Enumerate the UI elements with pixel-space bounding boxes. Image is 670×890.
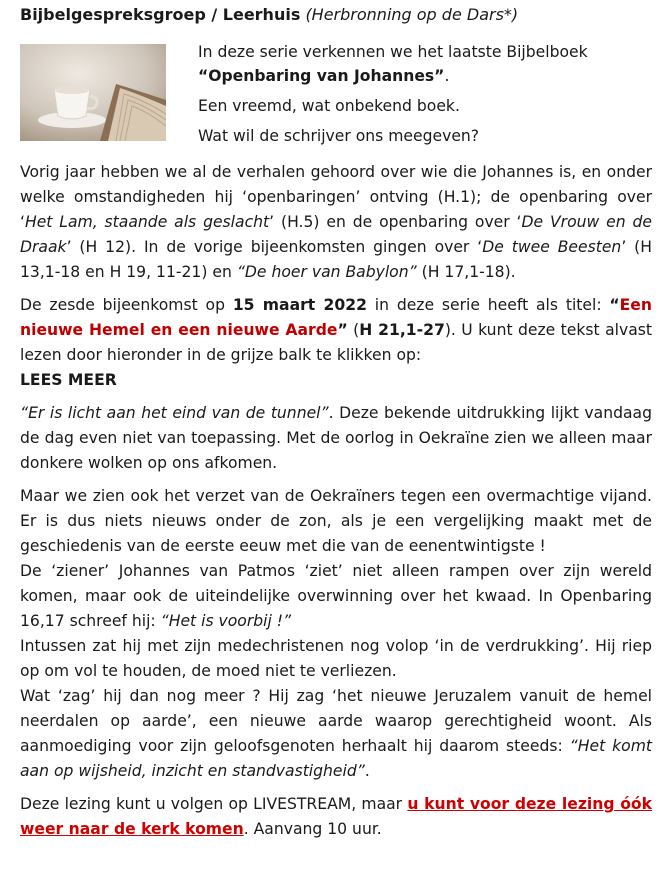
p1-text-2: ’ (H.5) en de openbaring over ‘ [269,213,522,231]
group-name: Bijbelgespreksgroep [20,5,206,24]
intro-text [198,40,652,148]
church-attendance-link[interactable]: u kunt voor deze lezing óók weer naar de kerk komen [20,795,652,838]
p2-text-4: ). U kunt deze tekst alvast lezen door hieronder in de grijze balk te klikken op: [20,321,652,364]
article-body [20,160,652,850]
p4-line-1: Maar we zien ook het verzet van de Oekraïners tegen een overmachtige vijand. Er is dus niets nieuws onder de zon, als je een vergelijking maakt met de geschiedenis van de eerste eeuw met die van de eenentwintigste ! [20,487,652,555]
meeting-date: 15 maart 2022 [232,296,367,314]
p2-text-2: in deze serie heeft als titel: [366,296,610,314]
p4-line-2: De ‘ziener’ Johannes van Patmos ‘ziet’ niet alleen rampen over zijn wereld komen, maar ook de uiteindelijke overwinning over het kwaad. In Openbaring 16,17 schreef hij: [20,562,652,630]
read-more-label: LEES MEER [20,371,117,389]
article-header [20,4,518,26]
p1-italic-2: De Vrouw en de Draak [20,213,652,256]
paragraph-previous [20,160,652,285]
p4-line-4: Wat ‘zag’ hij dan nog meer ? Hij zag ‘het nieuwe Jeruzalem vanuit de hemel neerdalen op aarde’, een nieuwe aarde waarop gerechtigheid woont. Als aanmoediging voor zijn geloofsgenoten herhaalt hij daarom steeds: [20,687,652,755]
paragraph-resistance [20,484,652,784]
p1-italic-1: Het Lam, staande als geslacht [24,213,270,231]
p5-text-1: Deze lezing kunt u volgen op LIVESTREAM, maar [20,795,408,813]
intro-block [20,40,652,150]
p2-text-1: De zesde bijeenkomst op [20,296,233,314]
p2-text-3: ( [347,321,360,339]
header-separator: / [205,5,223,24]
church-name: (Herbronning op de Dars*) [305,5,519,24]
intro-line-1 [198,40,652,88]
intro-line-1-end: . [444,67,450,85]
p1-text-5: (H 17,1-18). [416,263,516,281]
p4-quote-2: “Het komt aan op wijsheid, inzicht en standvastigheid” [20,737,652,780]
book-title: “Openbaring van Johannes” [198,67,445,85]
intro-line-1-text: In deze serie verkennen we het laatste Bijbelboek [198,43,588,61]
p1-italic-4: “De hoer van Babylon” [236,263,417,281]
p1-italic-3: De twee Beesten [482,238,622,256]
p3-text: . Deze bekende uitdrukking lijkt vandaag de dag even niet van toepassing. Met de oorlog in Oekraïne zien we alleen maar donkere wolken op ons afkomen. [20,404,652,472]
paragraph-livestream [20,792,652,842]
quote-open: “ [609,296,620,314]
p4-quote-1: “Het is voorbij !” [160,612,292,630]
p5-text-2: . Aanvang 10 uur. [243,820,382,838]
paragraph-meeting [20,293,652,393]
p1-text-3: ’ (H 12). In de vorige bijeenkomsten gingen over ‘ [66,238,483,256]
coffee-book-image [20,44,166,141]
meeting-title: Een nieuwe Hemel en een nieuwe Aarde [20,296,652,339]
bible-reference: H 21,1-27 [359,321,445,339]
p4-line-4-end: . [364,762,370,780]
intro-line-3: Wat wil de schrijver ons meegeven? [198,127,480,145]
tunnel-quote: “Er is licht aan het eind van de tunnel” [20,404,329,422]
quote-close: ” [337,321,348,339]
place-name: Leerhuis [222,5,301,24]
p1-text-1: Vorig jaar hebben we al de verhalen gehoord over wie die Johannes is, en onder welke omstandigheden hij ‘openbaringen’ ontving (H.1); de openbaring over ‘ [20,163,652,231]
paragraph-tunnel [20,401,652,476]
p1-text-4: ’ (H 13,1-18 en H 19, 11-21) en [20,238,652,281]
intro-line-2: Een vreemd, wat onbekend boek. [198,97,460,115]
p4-line-3: Intussen zat hij met zijn medechristenen nog volop ‘in de verdrukking’. Hij riep op om vol te houden, de moed niet te verliezen. [20,637,652,680]
